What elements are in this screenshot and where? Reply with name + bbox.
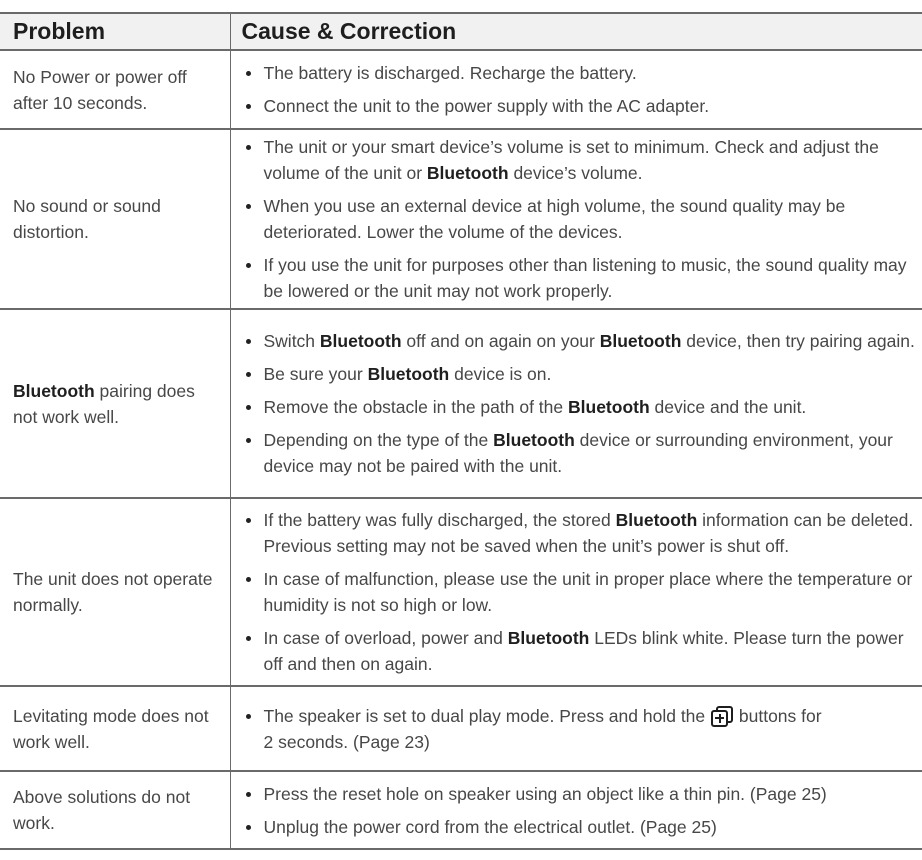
cause-text: device is on. <box>449 364 552 384</box>
cause-text: Be sure your <box>263 364 368 384</box>
table-row <box>0 686 922 771</box>
cause-item <box>264 566 917 618</box>
cause-correction-cell <box>230 50 922 129</box>
cause-text: Connect the unit to the power supply with the AC adapter. <box>263 96 710 116</box>
table-row <box>0 309 922 498</box>
table-header-row <box>0 13 922 50</box>
table-row <box>0 129 922 309</box>
header-cause-correction: Cause & Correction <box>230 13 922 50</box>
cause-text: buttons for <box>734 705 822 726</box>
cause-text: Unplug the power cord from the electrical outlet. (Page 25) <box>263 816 717 837</box>
cause-correction-cell <box>230 129 922 309</box>
bold-term: Bluetooth <box>367 364 450 384</box>
cause-text: If the battery was fully discharged, the stored <box>263 510 616 530</box>
bold-term: Bluetooth <box>599 331 682 351</box>
problem-cell <box>0 686 230 771</box>
cause-text: 2 seconds. (Page 23) <box>263 731 430 752</box>
problem-cell <box>0 129 230 309</box>
problem-text: No sound or sound distortion. <box>13 196 161 242</box>
bold-term: Bluetooth <box>507 628 590 648</box>
table-row <box>0 771 922 849</box>
cause-correction-cell <box>230 498 922 686</box>
bold-term: Bluetooth <box>568 397 650 417</box>
cause-text: The speaker is set to dual play mode. Press and hold the <box>263 705 711 726</box>
bold-term: Bluetooth <box>493 430 575 450</box>
cause-item <box>264 394 917 420</box>
cause-item <box>264 507 917 559</box>
cause-item <box>264 134 917 186</box>
table-row <box>0 50 922 129</box>
cause-item <box>264 427 917 479</box>
cause-text: Remove the obstacle in the path of the <box>263 397 568 417</box>
cause-item <box>264 93 917 119</box>
problem-text: Above solutions do not work. <box>13 787 191 833</box>
cause-item <box>264 60 917 86</box>
cause-item <box>264 361 917 387</box>
cause-list <box>264 507 917 677</box>
troubleshooting-table <box>0 12 922 850</box>
cause-list <box>264 134 917 304</box>
problem-text: No Power or power off after 10 seconds. <box>13 66 187 113</box>
cause-text: Depending on the type of the <box>263 430 494 450</box>
cause-list <box>264 328 917 479</box>
problem-text: Levitating mode does not work well. <box>13 705 209 752</box>
cause-list <box>264 781 917 840</box>
cause-text: device, then try pairing again. <box>681 331 915 351</box>
bold-term: Bluetooth <box>319 331 402 351</box>
cause-text: Switch <box>263 331 320 351</box>
cause-correction-cell <box>230 686 922 771</box>
cause-text: device or surrounding environment, your device may not be paired with the unit. <box>263 430 893 476</box>
dual-play-button-icon <box>711 706 731 725</box>
cause-text: The unit or your smart device’s volume is set to minimum. Check and adjust the volume of the unit or <box>263 137 879 183</box>
cause-text: device and the unit. <box>649 397 807 417</box>
cause-text: If you use the unit for purposes other than listening to music, the sound quality may be lowered or the unit may not work properly. <box>263 255 907 301</box>
cause-item <box>264 781 917 807</box>
table-row <box>0 498 922 686</box>
cause-correction-cell <box>230 309 922 498</box>
cause-text: In case of malfunction, please use the unit in proper place where the temperature or humidity is not so high or low. <box>263 569 913 615</box>
cause-correction-cell <box>230 771 922 849</box>
problem-cell <box>0 498 230 686</box>
bold-term: Bluetooth <box>426 163 509 183</box>
cause-list <box>264 60 917 119</box>
cause-text: LEDs blink white. Please turn the power off and then on again. <box>263 628 904 674</box>
bold-term: Bluetooth <box>615 510 698 530</box>
cause-item <box>264 328 917 354</box>
cause-item <box>264 814 917 840</box>
cause-list <box>264 703 917 755</box>
cause-item <box>264 252 917 304</box>
problem-cell <box>0 309 230 498</box>
problem-cell <box>0 50 230 129</box>
problem-text: pairing does not work well. <box>13 380 195 427</box>
cause-text: information can be deleted. Previous setting may not be saved when the unit’s power is shut off. <box>263 510 914 556</box>
cause-text: off and on again on your <box>401 331 600 351</box>
cause-item <box>264 625 917 677</box>
cause-text: The battery is discharged. Recharge the battery. <box>263 63 637 83</box>
problem-text: The unit does not operate normally. <box>13 569 213 615</box>
cause-item <box>264 703 917 755</box>
cause-item <box>264 193 917 245</box>
cause-text: Press the reset hole on speaker using an object like a thin pin. (Page 25) <box>263 783 827 804</box>
problem-cell <box>0 771 230 849</box>
cause-text: When you use an external device at high volume, the sound quality may be deteriorated. Lower the volume of the devices. <box>263 196 846 242</box>
header-problem: Problem <box>13 18 106 44</box>
cause-text: In case of overload, power and <box>263 628 508 648</box>
cause-text: device’s volume. <box>508 163 643 183</box>
bold-term: Bluetooth <box>13 380 95 401</box>
